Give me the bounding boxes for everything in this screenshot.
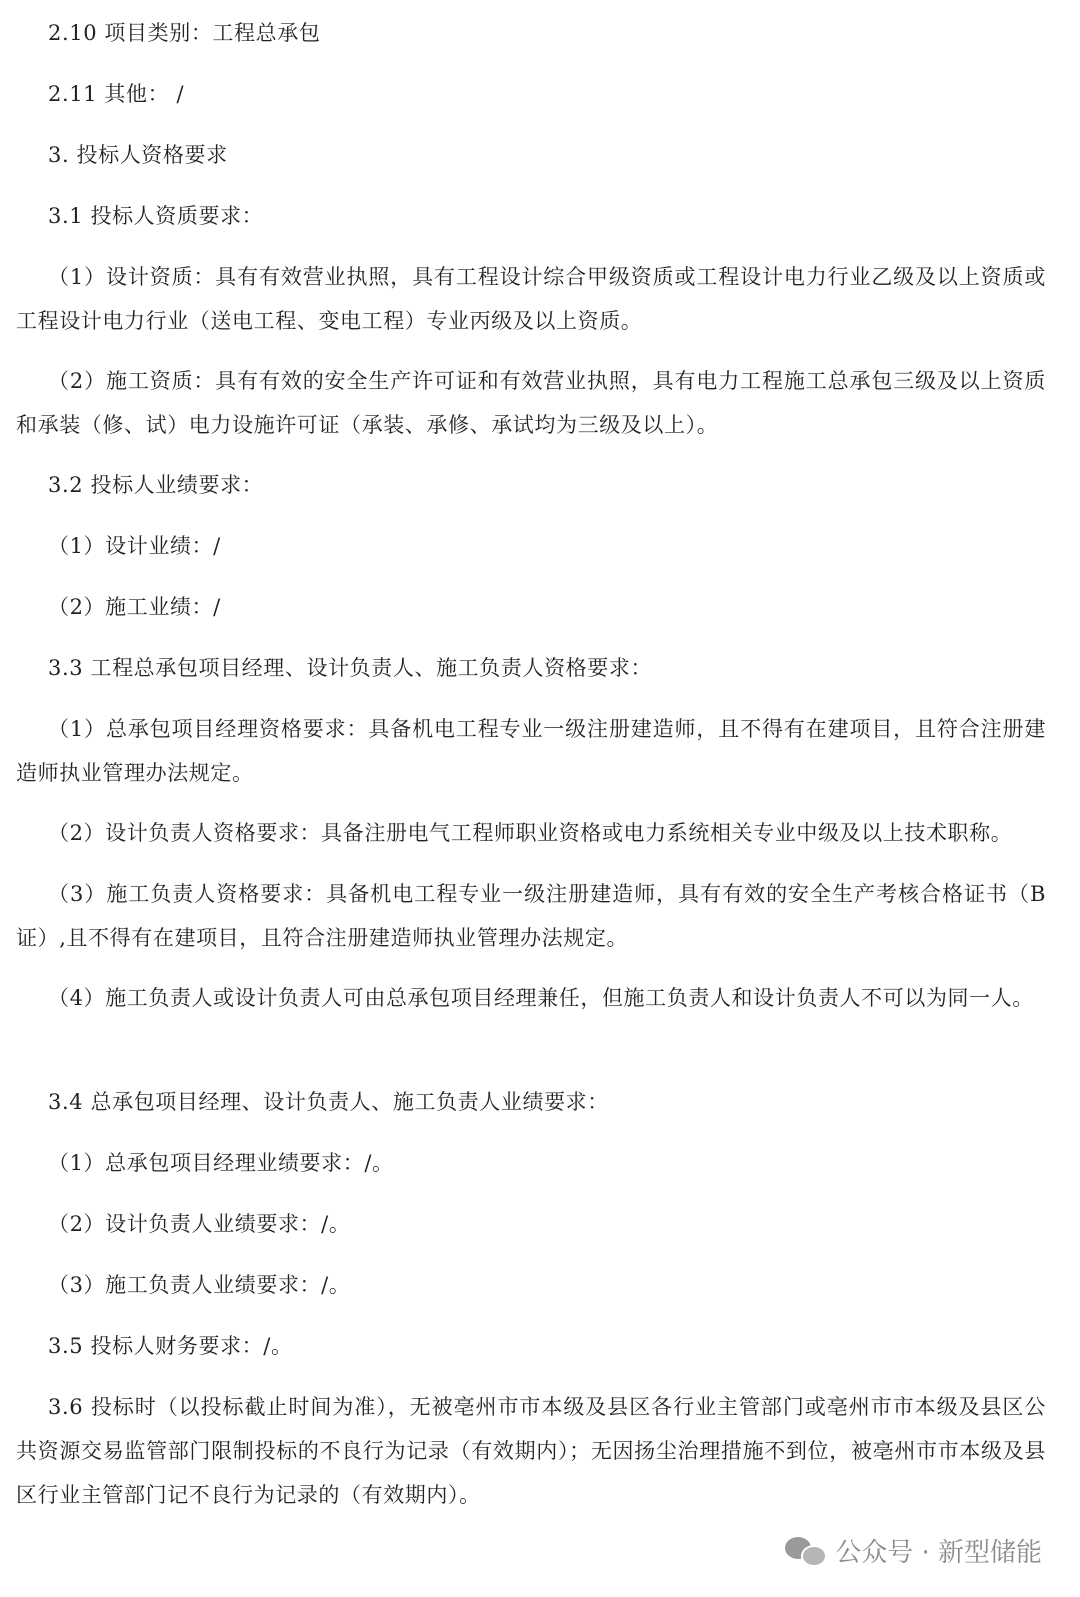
construction-lead-requirement-paragraph: （3）施工负责人资格要求：具备机电工程专业一级注册建造师，具有有效的安全生产考核合格证书（B证）,且不得有在建项目，且符合注册建造师执业管理办法规定。 (16, 882, 1046, 950)
design-qualification-paragraph: （1）设计资质：具有有效营业执照，具有工程设计综合甲级资质或工程设计电力行业乙级及以上资质或工程设计电力行业（送电工程、变电工程）专业丙级及以上资质。 (16, 265, 1046, 333)
item-3-3-heading: 3.3 工程总承包项目经理、设计负责人、施工负责人资格要求： (48, 656, 653, 680)
project-manager-requirement-paragraph: （1）总承包项目经理资格要求：具备机电工程专业一级注册建造师，且不得有在建项目，且符合注册建造师执业管理办法规定。 (16, 717, 1046, 785)
item-3-2-heading: 3.2 投标人业绩要求： (48, 473, 264, 497)
item-2-10-project-category: 2.10 项目类别：工程总承包 (48, 21, 321, 45)
item-2-11-other: 2.11 其他： / (48, 82, 185, 106)
item-3-1-heading: 3.1 投标人资质要求： (48, 204, 264, 228)
construction-performance-line: （2）施工业绩：/ (48, 595, 221, 619)
design-lead-performance-line: （2）设计负责人业绩要求：/。 (48, 1212, 351, 1236)
wechat-icon (785, 1535, 825, 1565)
design-lead-requirement-line: （2）设计负责人资格要求：具备注册电气工程师职业资格或电力系统相关专业中级及以上技术职称。 (48, 821, 1013, 845)
item-3-5-financial-line: 3.5 投标人财务要求：/。 (48, 1334, 293, 1358)
item-3-4-heading: 3.4 总承包项目经理、设计负责人、施工负责人业绩要求： (48, 1090, 609, 1114)
section-3-heading: 3. 投标人资格要求 (48, 143, 228, 167)
design-performance-line: （1）设计业绩：/ (48, 534, 221, 558)
manager-performance-line: （1）总承包项目经理业绩要求：/。 (48, 1151, 394, 1175)
construction-qualification-paragraph: （2）施工资质：具有有效的安全生产许可证和有效营业执照，具有电力工程施工总承包三级及以上资质和承装（修、试）电力设施许可证（承装、承修、承试均为三级及以上）。 (16, 369, 1046, 437)
wechat-watermark (785, 1528, 1042, 1572)
construction-lead-performance-line: （3）施工负责人业绩要求：/。 (48, 1273, 351, 1297)
watermark-text: 公众号 · 新型储能 (835, 1537, 1042, 1568)
concurrent-role-paragraph: （4）施工负责人或设计负责人可由总承包项目经理兼任，但施工负责人和设计负责人不可以为同一人。 (48, 986, 1034, 1010)
item-3-6-bad-record-paragraph: 3.6 投标时（以投标截止时间为准），无被亳州市市本级及县区各行业主管部门或亳州市市本级及县区公共资源交易监管部门限制投标的不良行为记录（有效期内）；无因扬尘治理措施不到位，被亳州市市本级及县区行业主管部门记不良行为记录的（有效期内）。 (16, 1395, 1046, 1507)
